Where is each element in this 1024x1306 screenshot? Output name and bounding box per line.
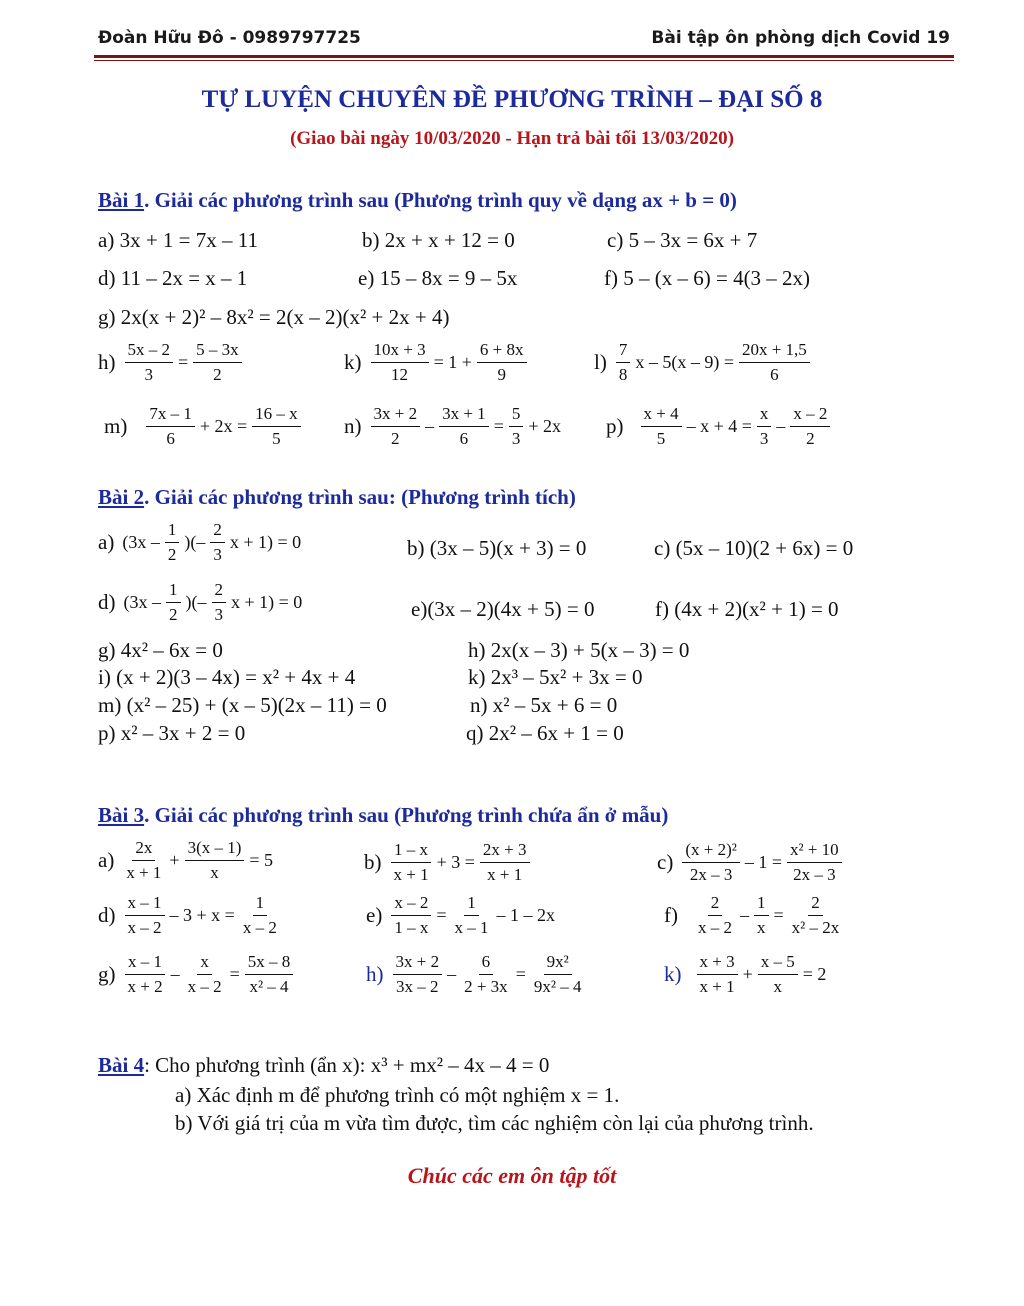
fraction: $\frac{20x + 1,5}{6}$ (739, 340, 810, 384)
bai1-p: p) $\frac{x + 4}{5}$ – x + 4 = $\frac{x}{3}$ – $\frac{x - 2}{2}$ (606, 404, 833, 448)
closing-message: Chúc các em ôn tập tốt (407, 1163, 617, 1188)
bai3-b: b) $\frac{1 - x}{x + 1}$ + 3 = $\frac{2x + 3}{x + 1}$ (364, 840, 533, 884)
fraction: $\frac{x - 2}{2}$ (790, 404, 830, 448)
page-subtitle: (Giao bài ngày 10/03/2020 - Hạn trả bài tối 13/03/2020) (290, 128, 734, 149)
bai2-p: p) x² – 3x + 2 = 0 (98, 721, 246, 745)
fraction: $\frac{x + 3}{x + 1}$ (697, 952, 738, 996)
fraction: $\frac{5x - 8}{\text{x² – 4}}$ (245, 952, 294, 996)
fraction: $\frac{1}{x}$ (754, 893, 769, 937)
fraction: $\frac{10x + 3}{12}$ (371, 340, 429, 384)
fraction: $\frac{1}{x - 2}$ (242, 893, 277, 937)
header-author: Đoàn Hữu Đô - 0989797725 (98, 28, 361, 48)
bai1-f: f) 5 – (x – 6) = 4(3 – 2x) (604, 266, 811, 290)
bai2-e: e)(3x – 2)(4x + 5) = 0 (411, 597, 595, 621)
page-title: TỰ LUYỆN CHUYÊN ĐỀ PHƯƠNG TRÌNH – ĐẠI SỐ 8 (201, 86, 823, 113)
bai2-m: m) (x² – 25) + (x – 5)(2x – 11) = 0 (98, 693, 387, 717)
bai1-k: k) $\frac{10x + 3}{12}$ = 1 + $\frac{6 + 8x}{9}$ (344, 340, 530, 384)
bai1-n: n) $\frac{3x + 2}{2}$ – $\frac{3x + 1}{6}$ = $\frac{5}{3}$ + 2x (344, 404, 561, 448)
fraction: $\frac{x}{x - 2}$ (187, 952, 222, 996)
fraction: $\frac{\text{x² + 10}}{2x - 3}$ (787, 840, 842, 884)
fraction: $\frac{2}{3}$ (210, 520, 225, 564)
header-rule (94, 55, 954, 58)
bai3-a: a) $\frac{2x}{x + 1}$ + $\frac{3(x - 1)}{x}$ = 5 (98, 838, 274, 882)
bai3-h: h) $\frac{3x + 2}{3x - 2}$ – $\frac{6}{2 + 3x}$ = $\frac{\text{9x²}}{\text{9x² – 4}}$ (366, 952, 587, 996)
bai2-n: n) x² – 5x + 6 = 0 (470, 693, 618, 717)
bai2-h: h) 2x(x – 3) + 5(x – 3) = 0 (468, 638, 690, 662)
bai3-heading: Bài 3. Giải các phương trình sau (Phương trình chứa ẩn ở mẫu) (98, 803, 669, 827)
page-header (98, 28, 950, 48)
bai4-b: b) Với giá trị của m vừa tìm được, tìm các nghiệm còn lại của phương trình. (175, 1111, 814, 1135)
bai1-heading (98, 188, 737, 213)
fraction: $\frac{2}{x - 2}$ (698, 893, 732, 937)
bai3-f: f) $\frac{2}{x - 2}$ – $\frac{1}{x}$ = $\frac{2}{\text{x² – 2x}}$ (664, 893, 845, 937)
bai1-d: d) 11 – 2x = x – 1 (98, 266, 248, 290)
fraction: $\frac{1}{2}$ (165, 520, 180, 564)
bai3-k: k) $\frac{x + 3}{x + 1}$ + $\frac{x - 5}{x}$ = 2 (664, 952, 827, 996)
fraction: $\frac{x}{3}$ (757, 404, 772, 448)
fraction: $\frac{1 - x}{x + 1}$ (391, 840, 432, 884)
fraction: $\frac{5x - 2}{3}$ (125, 340, 174, 384)
fraction: $\frac{5}{3}$ (509, 404, 524, 448)
fraction: $\frac{\text{(x + 2)²}}{2x - 3}$ (682, 840, 740, 884)
fraction: $\frac{1}{2}$ (166, 580, 181, 624)
fraction: $\frac{x - 1}{x - 2}$ (125, 893, 165, 937)
bai2-d: d) (3x – $\frac{1}{2}$ )(– $\frac{2}{3}$ x + 1) = 0 (98, 580, 303, 624)
bai1-l: l) $\frac{7}{8}$ x – 5(x – 9) = $\frac{20x + 1,5}{6}$ (594, 340, 813, 384)
bai2-g: g) 4x² – 6x = 0 (98, 638, 223, 662)
bai4-a: a) Xác định m để phương trình có một nghiệm x = 1. (175, 1083, 620, 1107)
fraction: $\frac{2}{3}$ (212, 580, 227, 624)
fraction: $\frac{x + 4}{5}$ (641, 404, 682, 448)
bai1-m: m) $\frac{7x - 1}{6}$ + 2x = $\frac{16 - x}{5}$ (104, 404, 304, 448)
bai2-q: q) 2x² – 6x + 1 = 0 (466, 721, 624, 745)
bai1-g: g) 2x(x + 2)² – 8x² = 2(x – 2)(x² + 2x + 4) (98, 305, 450, 329)
fraction: $\frac{7}{8}$ (616, 340, 631, 384)
bai2-heading: Bài 2. Giải các phương trình sau: (Phương trình tích) (98, 485, 576, 509)
fraction: $\frac{1}{x - 1}$ (454, 893, 489, 937)
bai3-d: d) $\frac{x - 1}{x - 2}$ – 3 + x = $\frac{1}{x - 2}$ (98, 893, 283, 937)
bai3-e: e) $\frac{x - 2}{1 - x}$ = $\frac{1}{x - 1}$ – 1 – 2x (366, 893, 555, 937)
fraction: $\frac{\text{9x²}}{\text{9x² – 4}}$ (533, 952, 582, 996)
header-rule-thin (94, 60, 954, 61)
bai1-h: h) $\frac{5x - 2}{3}$ = $\frac{5 - 3x}{2}$ (98, 340, 245, 384)
fraction: $\frac{16 - x}{5}$ (252, 404, 301, 448)
bai1-label: Bài 1 (98, 188, 145, 212)
fraction: $\frac{x - 2}{1 - x}$ (391, 893, 431, 937)
bai1-c: c) 5 – 3x = 6x + 7 (607, 228, 758, 252)
bai3-c: c) $\frac{\text{(x + 2)²}}{2x - 3}$ – 1 = $\frac{\text{x² + 10}}{2x - 3}$ (657, 840, 845, 884)
bai4-heading: Bài 4: Cho phương trình (ẩn x): x³ + mx² – 4x – 4 = 0 (98, 1053, 550, 1077)
bai2-a: a) (3x – $\frac{1}{2}$ )(– $\frac{2}{3}$ x + 1) = 0 (98, 520, 302, 564)
fraction: $\frac{3x + 1}{6}$ (439, 404, 489, 448)
fraction: $\frac{2x + 3}{x + 1}$ (480, 840, 530, 884)
fraction: $\frac{2}{\text{x² – 2x}}$ (791, 893, 840, 937)
bai3-g: g) $\frac{x - 1}{x + 2}$ – $\frac{x}{x - 2}$ = $\frac{5x - 8}{\text{x² – 4}}$ (98, 952, 296, 996)
bai1-e: e) 15 – 8x = 9 – 5x (358, 266, 518, 290)
bai2-k: k) 2x³ – 5x² + 3x = 0 (468, 665, 643, 689)
bai2-f: f) (4x + 2)(x² + 1) = 0 (655, 597, 839, 621)
bai2-c: c) (5x – 10)(2 + 6x) = 0 (654, 536, 854, 560)
bai1-h-label: h) (98, 349, 116, 374)
bai1-b: b) 2x + x + 12 = 0 (362, 228, 515, 252)
header-topic: Bài tập ôn phòng dịch Covid 19 (651, 28, 950, 48)
fraction: $\frac{3(x - 1)}{x}$ (185, 838, 245, 882)
fraction: $\frac{x - 5}{x}$ (758, 952, 798, 996)
fraction: $\frac{6 + 8x}{9}$ (477, 340, 527, 384)
bai1-a: a) 3x + 1 = 7x – 11 (98, 228, 258, 252)
bai2-b: b) (3x – 5)(x + 3) = 0 (407, 536, 587, 560)
fraction: $\frac{6}{2 + 3x}$ (464, 952, 508, 996)
fraction: $\frac{3x + 2}{3x - 2}$ (393, 952, 443, 996)
fraction: $\frac{3x + 2}{2}$ (371, 404, 421, 448)
fraction: $\frac{7x - 1}{6}$ (146, 404, 195, 448)
fraction: $\frac{x - 1}{x + 2}$ (125, 952, 166, 996)
bai1-title: . Giải các phương trình sau (Phương trình quy về dạng ax + b = 0) (144, 188, 737, 212)
bai2-i: i) (x + 2)(3 – 4x) = x² + 4x + 4 (98, 665, 356, 689)
fraction: $\frac{5 - 3x}{2}$ (193, 340, 242, 384)
fraction: $\frac{2x}{x + 1}$ (126, 838, 162, 882)
